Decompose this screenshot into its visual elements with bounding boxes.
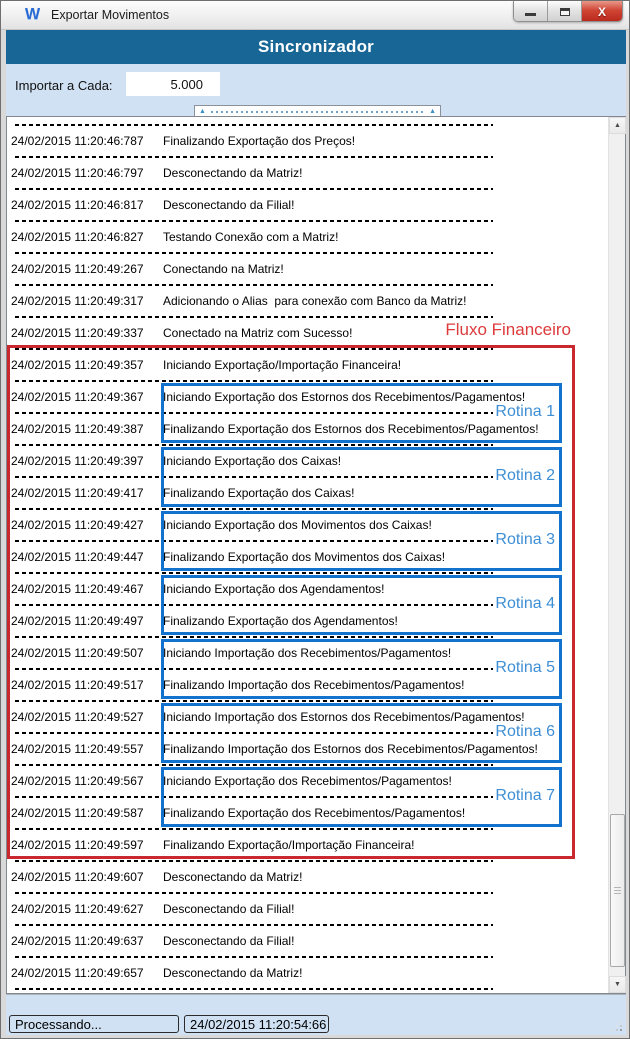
separator-dashes xyxy=(15,284,493,286)
header-title: Sincronizador xyxy=(258,37,374,56)
log-entry xyxy=(9,869,606,885)
scrollbar-up-button[interactable] xyxy=(609,117,626,134)
separator-dashes xyxy=(15,636,493,638)
log-separator xyxy=(9,853,606,869)
log-entry xyxy=(9,165,606,181)
log-separator xyxy=(9,309,606,325)
separator-dashes xyxy=(15,700,493,702)
log-separator xyxy=(9,949,606,965)
log-separator xyxy=(9,533,606,549)
log-timestamp: 24/02/2015 11:20:46:787 xyxy=(11,134,144,148)
slider-right-arrow-icon[interactable]: ▲ xyxy=(429,108,436,115)
log-message: Adicionando o Alias para conexão com Banco da Matriz! xyxy=(163,294,467,308)
scrollbar-thumb[interactable] xyxy=(610,814,625,967)
log-message: Finalizando Exportação dos Caixas! xyxy=(163,486,355,500)
separator-dashes xyxy=(15,540,493,542)
log-entry xyxy=(9,805,606,821)
log-message: Desconectando da Matriz! xyxy=(163,966,303,980)
separator-dashes xyxy=(15,316,493,318)
log-message: Finalizando Importação dos Recebimentos/Pagamentos! xyxy=(163,678,465,692)
log-message: Iniciando Exportação dos Caixas! xyxy=(163,454,342,468)
log-message: Iniciando Importação dos Estornos dos Recebimentos/Pagamentos! xyxy=(163,710,525,724)
scrollbar-down-button[interactable] xyxy=(609,976,626,993)
log-panel xyxy=(6,116,626,994)
log-message: Testando Conexão com a Matriz! xyxy=(163,230,339,244)
separator-dashes xyxy=(15,732,493,734)
separator-dashes xyxy=(15,156,493,158)
separator-dashes xyxy=(15,348,493,350)
maximize-button[interactable] xyxy=(548,1,582,22)
slider-left-arrow-icon[interactable]: ▲ xyxy=(199,108,206,115)
log-timestamp: 24/02/2015 11:20:49:267 xyxy=(11,262,144,276)
log-separator xyxy=(9,789,606,805)
log-entry xyxy=(9,773,606,789)
scrollbar-grip-icon xyxy=(614,887,621,894)
log-entry xyxy=(9,613,606,629)
log-message: Conectando na Matriz! xyxy=(163,262,284,276)
routine-annotation-label: Rotina 7 xyxy=(495,787,555,804)
log-timestamp: 24/02/2015 11:20:49:637 xyxy=(11,934,144,948)
status-bar xyxy=(6,994,626,1035)
log-timestamp: 24/02/2015 11:20:49:337 xyxy=(11,326,144,340)
window-controls xyxy=(513,1,623,22)
log-separator xyxy=(9,245,606,261)
log-entry xyxy=(9,741,606,757)
log-timestamp: 24/02/2015 11:20:49:397 xyxy=(11,454,144,468)
import-interval-label: Importar a Cada: xyxy=(15,78,113,93)
separator-dashes xyxy=(15,924,493,926)
log-timestamp: 24/02/2015 11:20:49:417 xyxy=(11,486,144,500)
log-separator xyxy=(9,501,606,517)
status-message: Processando... xyxy=(15,1016,102,1032)
log-timestamp: 24/02/2015 11:20:49:607 xyxy=(11,870,144,884)
separator-dashes xyxy=(15,988,493,990)
log-separator xyxy=(9,565,606,581)
log-entry xyxy=(9,549,606,565)
routine-annotation-label: Rotina 2 xyxy=(495,467,555,484)
routine-annotation-label: Rotina 5 xyxy=(495,659,555,676)
log-entry xyxy=(9,197,606,213)
separator-dashes xyxy=(15,220,493,222)
log-message: Iniciando Exportação dos Agendamentos! xyxy=(163,582,385,596)
routine-annotation-label: Rotina 3 xyxy=(495,531,555,548)
separator-dashes xyxy=(15,252,493,254)
log-separator xyxy=(9,341,606,357)
log-separator xyxy=(9,725,606,741)
log-entry xyxy=(9,485,606,501)
close-button[interactable] xyxy=(582,1,622,22)
log-separator xyxy=(9,213,606,229)
separator-dashes xyxy=(15,124,493,126)
log-entry xyxy=(9,677,606,693)
log-message: Desconectando da Filial! xyxy=(163,934,295,948)
log-separator xyxy=(9,469,606,485)
separator-dashes xyxy=(15,572,493,574)
separator-dashes xyxy=(15,604,493,606)
slider-track[interactable] xyxy=(211,111,424,113)
log-timestamp: 24/02/2015 11:20:49:427 xyxy=(11,518,144,532)
log-timestamp: 24/02/2015 11:20:49:507 xyxy=(11,646,144,660)
log-timestamp: 24/02/2015 11:20:49:367 xyxy=(11,390,144,404)
log-entry xyxy=(9,357,606,373)
log-message: Conectado na Matriz com Sucesso! xyxy=(163,326,353,340)
separator-dashes xyxy=(15,380,493,382)
log-timestamp: 24/02/2015 11:20:49:447 xyxy=(11,550,144,564)
import-interval-input[interactable] xyxy=(126,72,220,96)
log-timestamp: 24/02/2015 11:20:46:817 xyxy=(11,198,144,212)
log-separator xyxy=(9,117,606,133)
log-separator xyxy=(9,437,606,453)
separator-dashes xyxy=(15,508,493,510)
separator-dashes xyxy=(15,444,493,446)
log-entry xyxy=(9,645,606,661)
separator-dashes xyxy=(15,764,493,766)
separator-dashes xyxy=(15,188,493,190)
log-timestamp: 24/02/2015 11:20:49:597 xyxy=(11,838,144,852)
routine-annotation-label: Rotina 4 xyxy=(495,595,555,612)
log-message: Iniciando Importação dos Recebimentos/Pagamentos! xyxy=(163,646,452,660)
log-timestamp: 24/02/2015 11:20:49:527 xyxy=(11,710,144,724)
log-entry xyxy=(9,965,606,981)
log-timestamp: 24/02/2015 11:20:49:567 xyxy=(11,774,144,788)
log-separator xyxy=(9,277,606,293)
window-titlebar[interactable] xyxy=(1,1,629,30)
log-separator xyxy=(9,917,606,933)
log-entry xyxy=(9,709,606,725)
log-timestamp: 24/02/2015 11:20:46:797 xyxy=(11,166,144,180)
log-separator xyxy=(9,693,606,709)
log-message: Finalizando Exportação/Importação Financeira! xyxy=(163,838,415,852)
log-separator xyxy=(9,885,606,901)
separator-dashes xyxy=(15,796,493,798)
log-separator xyxy=(9,181,606,197)
separator-dashes xyxy=(15,668,493,670)
log-entry xyxy=(9,421,606,437)
log-separator xyxy=(9,757,606,773)
log-entry xyxy=(9,261,606,277)
log-entry xyxy=(9,133,606,149)
scroll-down-icon: ▼ xyxy=(614,981,621,988)
log-timestamp: 24/02/2015 11:20:49:557 xyxy=(11,742,144,756)
log-message: Iniciando Exportação dos Estornos dos Recebimentos/Pagamentos! xyxy=(163,390,526,404)
log-message: Finalizando Exportação dos Estornos dos Recebimentos/Pagamentos! xyxy=(163,422,539,436)
log-message: Desconectando da Matriz! xyxy=(163,870,303,884)
log-separator xyxy=(9,149,606,165)
separator-dashes xyxy=(15,860,493,862)
log-timestamp: 24/02/2015 11:20:49:497 xyxy=(11,614,144,628)
log-separator xyxy=(9,821,606,837)
log-entry xyxy=(9,933,606,949)
log-message: Desconectando da Filial! xyxy=(163,902,295,916)
routine-annotation-label: Rotina 6 xyxy=(495,723,555,740)
log-entry xyxy=(9,517,606,533)
log-timestamp: 24/02/2015 11:20:49:467 xyxy=(11,582,144,596)
status-message-box xyxy=(9,1015,179,1033)
log-entry xyxy=(9,901,606,917)
log-message: Finalizando Exportação dos Preços! xyxy=(163,134,356,148)
log-entry xyxy=(9,453,606,469)
log-timestamp: 24/02/2015 11:20:49:317 xyxy=(11,294,144,308)
separator-dashes xyxy=(15,412,493,414)
flow-annotation-label: Fluxo Financeiro xyxy=(445,320,571,339)
log-timestamp: 24/02/2015 11:20:49:657 xyxy=(11,966,144,980)
resize-grip[interactable] xyxy=(610,1019,622,1031)
log-message: Desconectando da Matriz! xyxy=(163,166,303,180)
log-timestamp: 24/02/2015 11:20:49:587 xyxy=(11,806,144,820)
scroll-up-icon: ▲ xyxy=(614,122,621,129)
log-timestamp: 24/02/2015 11:20:49:357 xyxy=(11,358,144,372)
log-timestamp: 24/02/2015 11:20:49:387 xyxy=(11,422,144,436)
status-timestamp-box xyxy=(184,1015,329,1033)
control-panel xyxy=(6,64,626,116)
log-timestamp: 24/02/2015 11:20:49:627 xyxy=(11,902,144,916)
status-timestamp: 24/02/2015 11:20:54:66 xyxy=(190,1016,327,1032)
separator-dashes xyxy=(15,476,493,478)
log-timestamp: 24/02/2015 11:20:49:517 xyxy=(11,678,144,692)
log-entry xyxy=(9,389,606,405)
log-message: Iniciando Exportação dos Recebimentos/Pagamentos! xyxy=(163,774,452,788)
log-message: Finalizando Exportação dos Agendamentos! xyxy=(163,614,398,628)
separator-dashes xyxy=(15,828,493,830)
log-message: Finalizando Importação dos Estornos dos Recebimentos/Pagamentos! xyxy=(163,742,538,756)
separator-dashes xyxy=(15,892,493,894)
log-entry xyxy=(9,581,606,597)
log-separator xyxy=(9,981,606,993)
window-title: Exportar Movimentos xyxy=(51,8,170,22)
minimize-icon xyxy=(525,13,536,16)
log-entry xyxy=(9,293,606,309)
close-icon: X xyxy=(597,4,606,19)
log-entry xyxy=(9,837,606,853)
log-timestamp: 24/02/2015 11:20:46:827 xyxy=(11,230,144,244)
log-message: Finalizando Exportação dos Recebimentos/Pagamentos! xyxy=(163,806,466,820)
log-separator xyxy=(9,629,606,645)
minimize-button[interactable] xyxy=(514,1,548,22)
log-separator xyxy=(9,661,606,677)
log-message: Desconectando da Filial! xyxy=(163,198,295,212)
log-separator xyxy=(9,405,606,421)
app-header xyxy=(6,30,626,64)
log-scrollbar[interactable] xyxy=(608,117,625,993)
log-message: Iniciando Exportação dos Movimentos dos Caixas! xyxy=(163,518,432,532)
app-logo-icon: W xyxy=(25,6,41,23)
log-list xyxy=(9,117,606,993)
maximize-icon xyxy=(560,8,570,16)
routine-annotation-label: Rotina 1 xyxy=(495,403,555,420)
log-message: Iniciando Exportação/Importação Financeira! xyxy=(163,358,402,372)
separator-dashes xyxy=(15,956,493,958)
log-separator xyxy=(9,597,606,613)
log-message: Finalizando Exportação dos Movimentos dos Caixas! xyxy=(163,550,446,564)
log-entry xyxy=(9,325,606,341)
log-separator xyxy=(9,373,606,389)
log-entry xyxy=(9,229,606,245)
